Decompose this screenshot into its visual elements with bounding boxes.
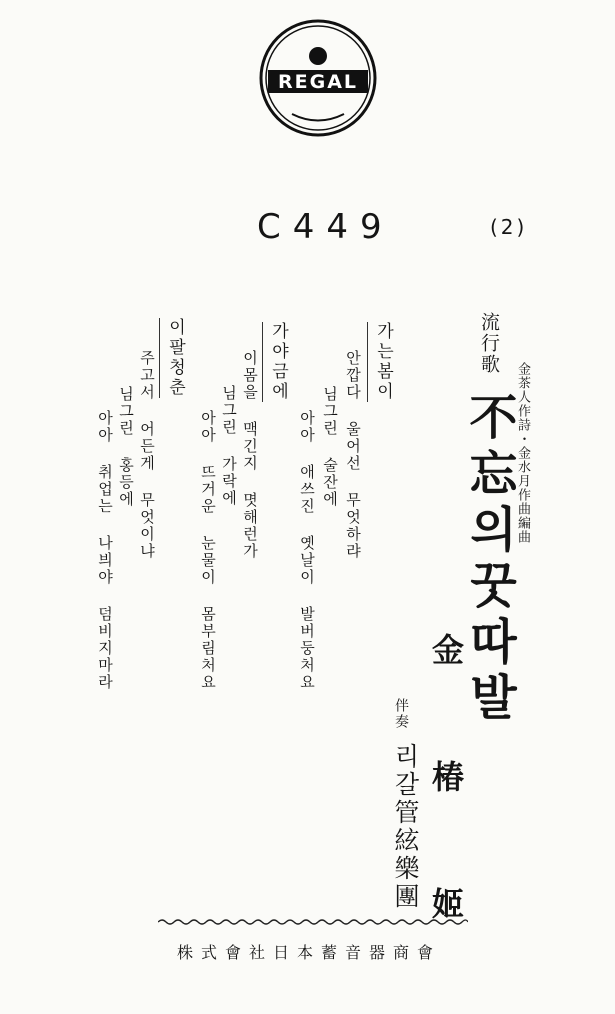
verse-title: 가야금에 (262, 322, 291, 402)
singer: 金椿姬 (427, 633, 465, 1014)
lyric-line: 님그린 가락에 (220, 385, 238, 507)
lyric-line: 주고서 어든게 무엇이냐 (138, 350, 156, 560)
side-number: (2) (490, 215, 528, 239)
accompaniment-label: 伴奏 (393, 698, 409, 730)
svg-text:REGAL: REGAL (277, 71, 359, 93)
lyric-line: 아아 뜨거운 눈물이 몸부림처요 (199, 410, 217, 691)
song-title: 不忘의꿋따발 (461, 392, 517, 728)
publisher-footer: 株式會社日本蓄音器商會 (177, 943, 442, 962)
verse-title: 이팔청춘 (159, 318, 188, 398)
orchestra: 리갈管絃樂團 (391, 743, 420, 911)
lyric-line: 님그린 술잔에 (321, 386, 339, 508)
lyric-line: 안깝다 울어선 무엇하랴 (344, 350, 362, 560)
lyric-line: 아아 애쓰진 옛날이 발버둥처요 (298, 410, 316, 691)
lyric-line: 아아 취업는 나븨야 덤비지마라 (96, 410, 114, 691)
genre: 流行歌 (478, 312, 500, 375)
verse-title: 가는봄이 (367, 322, 396, 402)
credits: 金茶人作詩・金水月作曲編曲 (515, 362, 530, 544)
lyric-line: 이몸을 맥긴지 몃해런가 (241, 350, 259, 560)
catalog-number: C449 (257, 207, 394, 247)
lyric-line: 님그린 홍등에 (117, 386, 135, 508)
regal-logo (258, 18, 378, 138)
wavy-divider (158, 918, 468, 926)
